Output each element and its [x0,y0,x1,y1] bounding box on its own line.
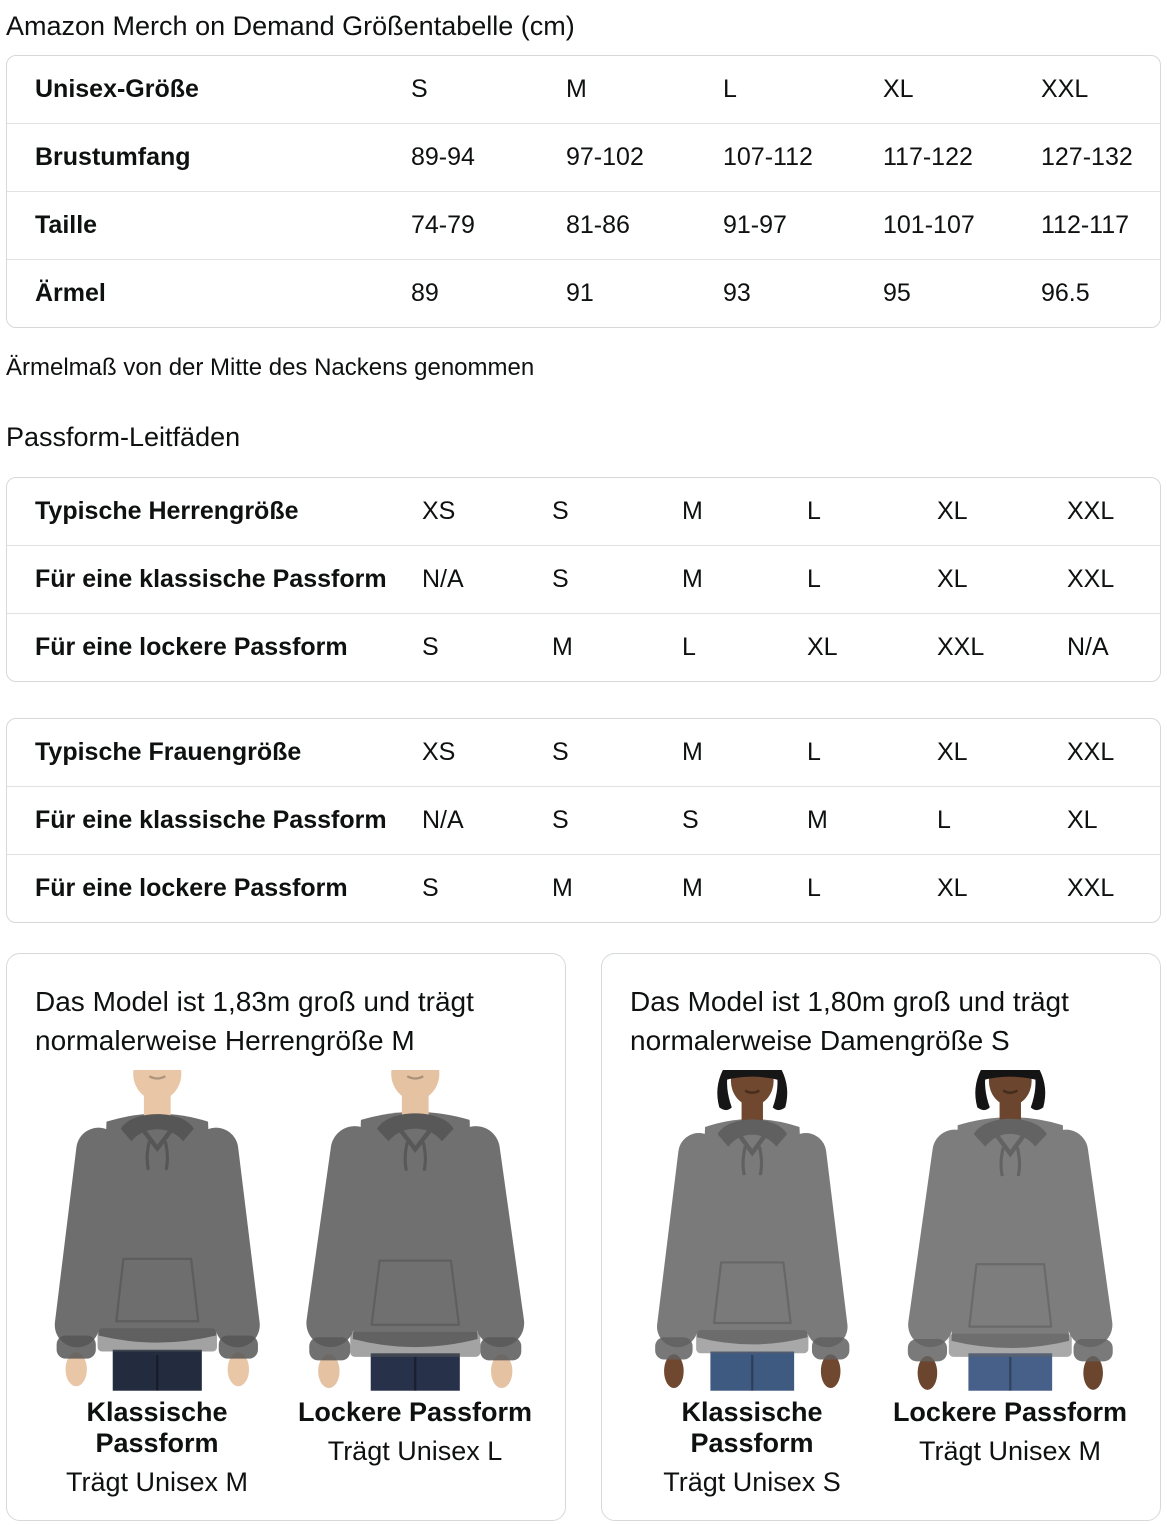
table-cell: L [937,806,951,834]
row-label: Unisex-Größe [35,75,199,103]
right-cuff [480,1337,521,1360]
table-cell: 127-132 [1041,143,1133,171]
table-cell: XL [937,497,968,525]
table-cell: 95 [883,279,911,307]
table-row [7,786,1160,854]
fit-name: Klassische Passform [681,1396,823,1458]
table-row [7,191,1160,259]
table-cell: 74-79 [411,211,475,239]
table-cell: 96.5 [1041,279,1090,307]
table-cell: M [682,738,703,766]
mens-fit-table [6,477,1161,682]
table-cell: S [552,806,569,834]
table-cell: XXL [1067,738,1115,766]
table-cell: M [807,806,828,834]
table-cell: N/A [422,806,464,834]
table-cell: 89 [411,279,439,307]
table-cell: L [807,874,821,902]
table-cell: S [552,738,569,766]
fit-size: Trägt Unisex S [663,1466,841,1497]
row-label: Typische Herrengröße [35,497,299,525]
fit-size: Trägt Unisex M [918,1435,1102,1466]
model-photo [632,1070,873,1391]
hem-band [696,1330,808,1353]
table-cell: L [807,565,821,593]
table-cell: S [411,75,428,103]
face [133,1070,181,1100]
table-cell: N/A [1067,633,1109,661]
model-figure-loose [291,1070,539,1498]
table-cell: XL [1067,806,1098,834]
table-cell: 91-97 [723,211,787,239]
card-description: Das Model ist 1,80m groß und trägt normalerweise Damengröße S [630,986,1069,1056]
table-row [7,259,1160,327]
left-cuff [56,1335,95,1358]
table-cell: S [552,497,569,525]
fit-name: Lockere Passform [297,1396,533,1427]
left-cuff [655,1337,692,1359]
card-description: Das Model ist 1,83m groß und trägt normalerweise Herrengröße M [35,986,474,1056]
table-cell: M [682,874,703,902]
fit-size: Trägt Unisex L [327,1435,503,1466]
table-row [7,545,1160,613]
table-cell: L [723,75,737,103]
table-row [7,719,1160,786]
face [391,1070,439,1100]
table-cell: 91 [566,279,594,307]
hem-band [350,1332,480,1357]
model-comparison [33,1070,539,1498]
table-cell: M [682,497,703,525]
table-cell: XL [883,75,914,103]
model-figure-classic [33,1070,281,1498]
male-model-card [6,953,566,1521]
table-cell: L [807,738,821,766]
sleeve-measure-note: Ärmelmaß von der Mitte des Nackens genommen [6,354,535,381]
model-figure-loose [886,1070,1134,1498]
table-cell: 81-86 [566,211,630,239]
table-cell: S [422,874,439,902]
table-cell: M [566,75,587,103]
table-cell: XS [422,738,456,766]
left-cuff [309,1337,350,1360]
fit-size: Trägt Unisex M [65,1466,249,1497]
right-cuff [1073,1339,1112,1361]
table-cell: XXL [1041,75,1089,103]
table-cell: N/A [422,565,464,593]
table-cell: L [682,633,696,661]
table-cell: S [682,806,699,834]
table-cell: 93 [723,279,751,307]
table-cell: XXL [1067,497,1115,525]
hem-band [97,1328,216,1351]
right-cuff [218,1335,257,1358]
model-figure-classic [628,1070,876,1498]
table-cell: M [552,874,573,902]
table-cell: S [422,633,439,661]
model-photo [890,1070,1131,1391]
page-title: Amazon Merch on Demand Größentabelle (cm) [6,11,575,41]
table-cell: XL [937,874,968,902]
table-cell: M [682,565,703,593]
table-cell: 97-102 [566,143,644,171]
table-cell: XXL [1067,565,1115,593]
table-cell: L [807,497,821,525]
right-cuff [812,1337,849,1359]
fit-name: Klassische Passform [86,1396,228,1458]
table-cell: 107-112 [723,143,813,171]
fit-guides-heading: Passform-Leitfäden [6,422,241,452]
table-cell: XL [807,633,838,661]
model-photo [37,1070,278,1391]
table-cell: 101-107 [883,211,975,239]
table-cell: 117-122 [883,143,973,171]
row-label: Typische Frauengröße [35,738,302,766]
size-table [6,55,1161,328]
row-label: Ärmel [35,279,106,307]
model-comparison [628,1070,1134,1498]
table-row [7,613,1160,681]
model-cards [6,953,1161,1521]
table-cell: 112-117 [1041,211,1130,239]
table-cell: XL [937,565,968,593]
model-photo [295,1070,536,1391]
table-row [7,56,1160,123]
table-cell: XXL [1067,874,1115,902]
table-cell: M [552,633,573,661]
row-label: Taille [35,211,98,239]
table-cell: XS [422,497,456,525]
table-cell: XXL [937,633,985,661]
row-label: Brustumfang [35,143,191,171]
table-row [7,123,1160,191]
hem-band [949,1334,1072,1357]
table-cell: S [552,565,569,593]
fit-name: Lockere Passform [892,1396,1128,1427]
table-row [7,854,1160,922]
table-row [7,478,1160,545]
row-label: Für eine klassische Passform [35,806,387,834]
left-cuff [908,1339,947,1361]
row-label: Für eine lockere Passform [35,874,348,902]
row-label: Für eine klassische Passform [35,565,387,593]
row-label: Für eine lockere Passform [35,633,348,661]
female-model-card [601,953,1161,1521]
table-cell: 89-94 [411,143,475,171]
table-cell: XL [937,738,968,766]
womens-fit-table [6,718,1161,923]
